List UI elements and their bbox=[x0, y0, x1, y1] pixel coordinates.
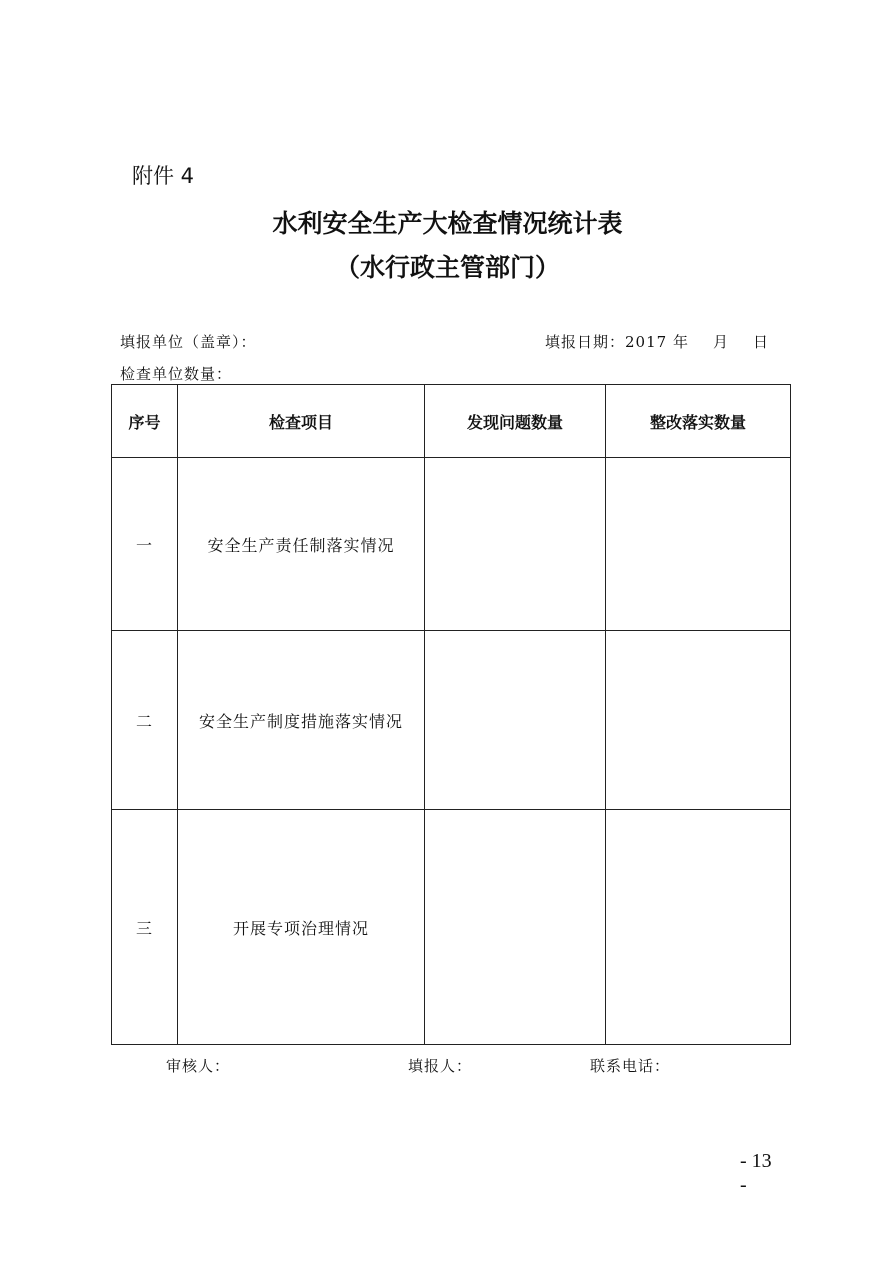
document-subtitle: （水行政主管部门） bbox=[334, 253, 560, 282]
document-title: 水利安全生产大检查情况统计表 bbox=[272, 209, 623, 238]
row-index: 二 bbox=[112, 631, 178, 810]
reporting-day-label: 日 bbox=[752, 333, 769, 351]
statistics-table bbox=[111, 384, 791, 1045]
reporting-date bbox=[545, 331, 769, 352]
row-issues-found[interactable] bbox=[425, 458, 606, 631]
row-index: 三 bbox=[112, 810, 178, 1045]
page-number-trailing-dash: - bbox=[740, 1174, 747, 1196]
filler-label: 填报人： bbox=[408, 1057, 473, 1075]
table-row bbox=[112, 810, 791, 1045]
header-item: 检查项目 bbox=[178, 385, 425, 458]
header-index: 序号 bbox=[112, 385, 178, 458]
row-issues-found[interactable] bbox=[425, 631, 606, 810]
reporting-month-label: 月 bbox=[712, 333, 729, 351]
reporting-date-label: 填报日期：2017 年 bbox=[545, 333, 689, 351]
row-item: 开展专项治理情况 bbox=[178, 810, 425, 1045]
row-item: 安全生产责任制落实情况 bbox=[178, 458, 425, 631]
inspected-unit-count-label: 检查单位数量： bbox=[120, 365, 233, 383]
table-row bbox=[112, 458, 791, 631]
row-item: 安全生产制度措施落实情况 bbox=[178, 631, 425, 810]
header-issues-fixed: 整改落实数量 bbox=[606, 385, 791, 458]
attachment-label: 附件 4 bbox=[132, 164, 195, 188]
row-issues-fixed[interactable] bbox=[606, 810, 791, 1045]
table-header-row bbox=[112, 385, 791, 458]
header-issues-found: 发现问题数量 bbox=[425, 385, 606, 458]
reporting-unit-label: 填报单位（盖章）： bbox=[120, 333, 257, 351]
page-number: - 13 bbox=[740, 1150, 772, 1172]
row-issues-fixed[interactable] bbox=[606, 631, 791, 810]
contact-phone-label: 联系电话： bbox=[590, 1057, 671, 1075]
row-issues-fixed[interactable] bbox=[606, 458, 791, 631]
row-issues-found[interactable] bbox=[425, 810, 606, 1045]
row-index: 一 bbox=[112, 458, 178, 631]
table-row bbox=[112, 631, 791, 810]
reviewer-label: 审核人： bbox=[166, 1057, 231, 1075]
